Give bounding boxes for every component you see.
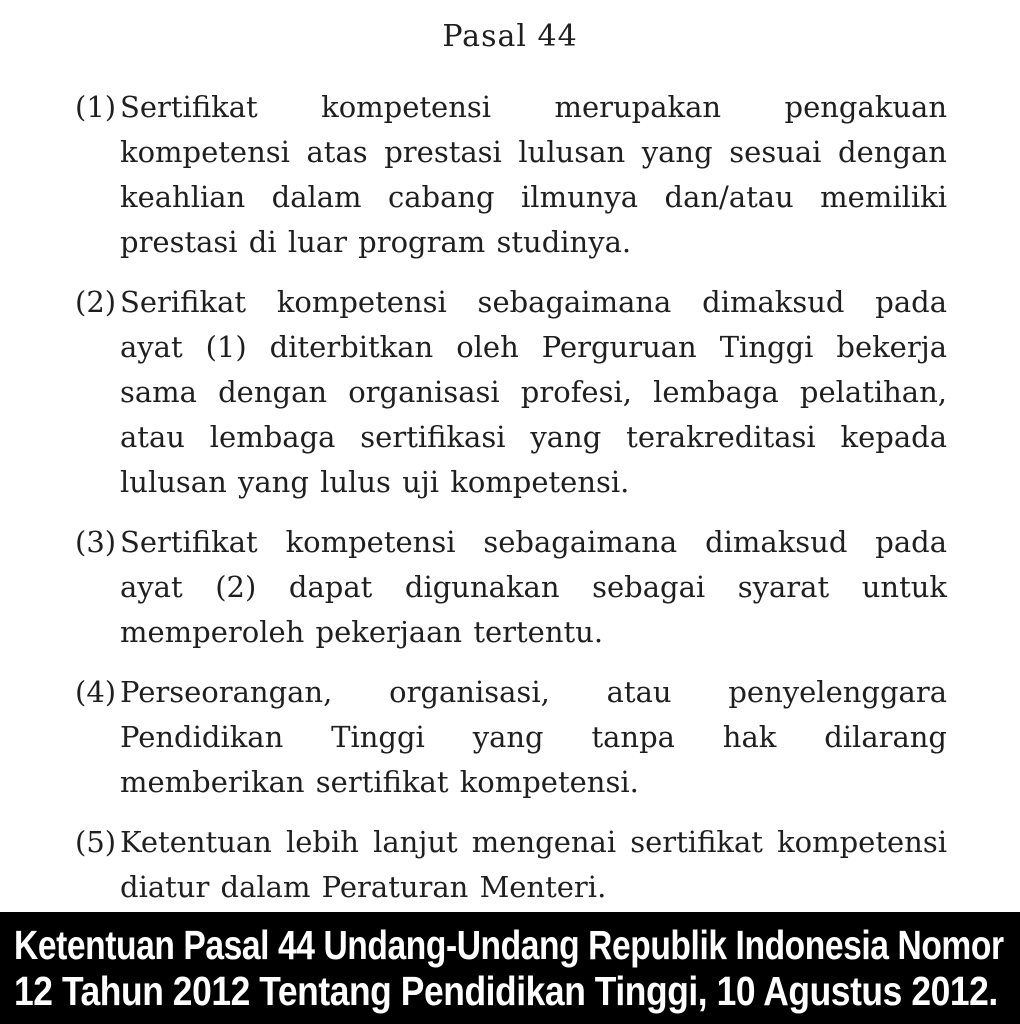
clause-text-line: memberikan sertifikat kompetensi. <box>120 765 639 799</box>
clause-number: (1) <box>75 90 117 124</box>
clause <box>75 520 947 655</box>
clause-number: (4) <box>75 675 117 709</box>
clause-text <box>120 670 947 805</box>
clause-text-line: Perseorangan, organisasi, atau penyelenggara <box>120 675 947 709</box>
clause <box>75 670 947 805</box>
clause-text-line: lulusan yang lulus uji kompetensi. <box>120 465 630 499</box>
clause-text <box>120 520 947 655</box>
clause-text-line: atau lembaga sertifikasi yang terakreditasi kepada <box>120 420 947 454</box>
clause-text-line: sama dengan organisasi profesi, lembaga pelatihan, <box>120 375 947 409</box>
caption-line: 12 Tahun 2012 Tentang Pendidikan Tinggi, 10 Agustus 2012. <box>14 968 998 1014</box>
clause-text-line: Serifikat kompetensi sebagaimana dimaksud pada <box>120 285 947 319</box>
caption-line: Ketentuan Pasal 44 Undang-Undang Republik Indonesia Nomor <box>14 922 1004 968</box>
clause-text-line: memperoleh pekerjaan tertentu. <box>120 615 604 649</box>
clause-text-line: prestasi di luar program studinya. <box>120 225 632 259</box>
clause-text-line: diatur dalam Peraturan Menteri. <box>120 870 607 904</box>
clause-text-line: kompetensi atas prestasi lulusan yang sesuai dengan <box>120 135 947 169</box>
clause-text-line: ayat (1) diterbitkan oleh Perguruan Tinggi bekerja <box>120 330 947 364</box>
clause-number: (5) <box>75 825 117 859</box>
clause-text <box>120 85 947 265</box>
clause-number: (3) <box>75 525 117 559</box>
clause-text-line: ayat (2) dapat digunakan sebagai syarat untuk <box>120 570 947 604</box>
clause-list <box>0 85 1020 910</box>
article-title: Pasal 44 <box>442 19 578 54</box>
clause-text-line: Sertifikat kompetensi sebagaimana dimaksud pada <box>120 525 947 559</box>
clause-number: (2) <box>75 285 117 319</box>
clause-text-line: Pendidikan Tinggi yang tanpa hak dilarang <box>120 720 947 754</box>
clause-text-line: keahlian dalam cabang ilmunya dan/atau memiliki <box>120 180 947 214</box>
clause <box>75 85 947 265</box>
clause <box>75 820 947 910</box>
clause-text <box>120 820 947 910</box>
clause-text <box>120 280 947 505</box>
clause-text-line: Ketentuan lebih lanjut mengenai sertifikat kompetensi <box>120 825 947 859</box>
clause <box>75 280 947 505</box>
caption-bar <box>0 912 1020 1024</box>
clause-text-line: Sertifikat kompetensi merupakan pengakuan <box>120 90 947 124</box>
